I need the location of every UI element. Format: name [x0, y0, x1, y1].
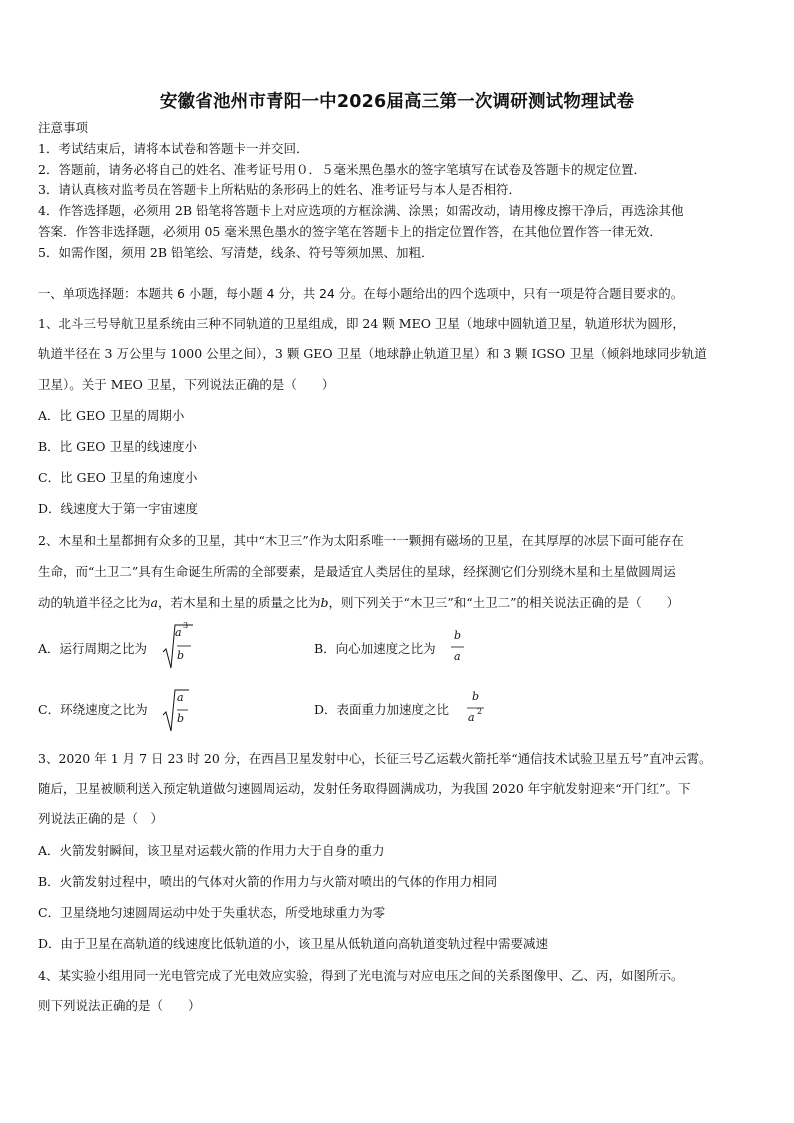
q1-stem-line: 1、北斗三号导航卫星系统由三种不同轨道的卫星组成，即 24 颗 MEO 卫星（地球中圆轨道卫星，轨道形状为圆形，	[38, 316, 685, 331]
q2-a-denominator: b	[177, 649, 185, 662]
q2-d-numerator: b	[472, 690, 480, 703]
variable-b: b	[320, 595, 329, 610]
q2-option-d-label: D．表面重力加速度之比	[314, 702, 450, 717]
q2-a-numerator: a	[175, 626, 182, 639]
q2-text-part: ，则下列关于“木卫三”和“土卫二”的相关说法正确的是（ ）	[328, 595, 680, 610]
q2-stem-line: 生命，而“土卫二”具有生命诞生所需的全部要素，是最适宜人类居住的星球，经探测它们分别绕木星和土星做圆周运	[38, 564, 676, 579]
q2-option-c-label: C．环绕速度之比为	[38, 702, 148, 717]
q3-option-a: A．火箭发射瞬间，该卫星对运载火箭的作用力大于自身的重力	[38, 843, 385, 858]
q3-stem-line: 列说法正确的是（ ）	[38, 811, 164, 826]
notice-item: 5．如需作图，须用 2B 铅笔绘、写清楚，线条、符号等须加黑、加粗．	[38, 245, 434, 260]
q2-a-exponent: 3	[183, 621, 189, 630]
q2-stem-line-3	[38, 595, 679, 611]
q1-option-b: B．比 GEO 卫星的线速度小	[38, 439, 197, 454]
q2-c-numerator: a	[177, 691, 184, 704]
q2-option-a-label: A．运行周期之比为	[38, 641, 148, 656]
q1-option-c: C．比 GEO 卫星的角速度小	[38, 470, 198, 485]
section-heading: 一、单项选择题：本题共 6 小题，每小题 4 分，共 24 分。在每小题给出的四个选项中，只有一项是符合题目要求的。	[38, 287, 683, 301]
q1-stem-line: 卫星）。关于 MEO 卫星，下列说法正确的是（ ）	[38, 377, 335, 392]
fraction-bar-icon	[467, 707, 485, 709]
notice-item: 答案．作答非选择题，必须用 05 毫米黑色墨水的签字笔在答题卡上的指定位置作答，在其他位置作答一律无效．	[38, 224, 662, 239]
q3-option-d: D．由于卫星在高轨道的线速度比低轨道的小，该卫星从低轨道向高轨道变轨过程中需要减速	[38, 936, 549, 951]
notice-item: 4．作答选择题，必须用 2B 铅笔将答题卡上对应选项的方框涂满、涂黑；如需改动，请用橡皮擦干净后，再选涂其他	[38, 203, 684, 218]
fraction-bar-icon	[451, 646, 465, 648]
q3-option-b: B．火箭发射过程中，喷出的气体对火箭的作用力与火箭对喷出的气体的作用力相同	[38, 874, 498, 889]
q1-stem-line: 轨道半径在 3 万公里与 1000 公里之间），3 颗 GEO 卫星（地球静止轨道卫星）和 3 颗 IGSO 卫星（倾斜地球同步轨道	[38, 346, 707, 361]
q2-b-denominator: a	[454, 650, 461, 663]
q4-stem-line: 4、某实验小组用同一光电管完成了光电效应实验，得到了光电流与对应电压之间的关系图像甲、乙、丙，如图所示。	[38, 968, 684, 983]
notice-item: 1．考试结束后，请将本试卷和答题卡一并交回．	[38, 141, 309, 156]
q2-b-numerator: b	[454, 629, 462, 642]
q3-stem-line: 3、2020 年 1 月 7 日 23 时 20 分，在西昌卫星发射中心，长征三号乙运载火箭托举“通信技术试验卫星五号”直冲云霄。	[38, 751, 712, 766]
q2-d-denominator: a	[468, 711, 475, 724]
q3-option-c: C．卫星绕地匀速圆周运动中处于失重状态，所受地球重力为零	[38, 905, 386, 920]
notice-item: 2．答题前，请务必将自己的姓名、准考证号用０．５毫米黑色墨水的签字笔填写在试卷及答题卡的规定位置．	[38, 162, 646, 177]
q1-option-d: D．线速度大于第一宇宙速度	[38, 501, 199, 516]
q3-stem-line: 随后，卫星被顺利送入预定轨道做匀速圆周运动，发射任务取得圆满成功，为我国 2020 年宇航发射迎来“开门红”。下	[38, 781, 691, 796]
sqrt-symbol-icon	[162, 688, 190, 734]
notice-heading: 注意事项	[38, 120, 89, 135]
notice-item: 3．请认真核对监考员在答题卡上所粘贴的条形码上的姓名、准考证号与本人是否相符．	[38, 182, 521, 197]
q1-option-a: A．比 GEO 卫星的周期小	[38, 408, 185, 423]
q4-stem-line: 则下列说法正确的是（ ）	[38, 998, 201, 1013]
q2-d-exponent: 2	[477, 707, 483, 716]
q2-text-part: ，若木星和土星的质量之比为	[157, 595, 321, 610]
q2-text-part: 动的轨道半径之比为	[38, 595, 151, 610]
q2-stem-line: 2、木星和土星都拥有众多的卫星，其中“木卫三”作为太阳系唯一一颗拥有磁场的卫星，在其厚厚的冰层下面可能存在	[38, 533, 684, 548]
exam-title: 安徽省池州市青阳一中2026届高三第一次调研测试物理试卷	[159, 92, 635, 112]
variable-a: a	[150, 595, 158, 610]
q2-option-b-label: B．向心加速度之比为	[314, 641, 436, 656]
q2-c-denominator: b	[177, 712, 185, 725]
